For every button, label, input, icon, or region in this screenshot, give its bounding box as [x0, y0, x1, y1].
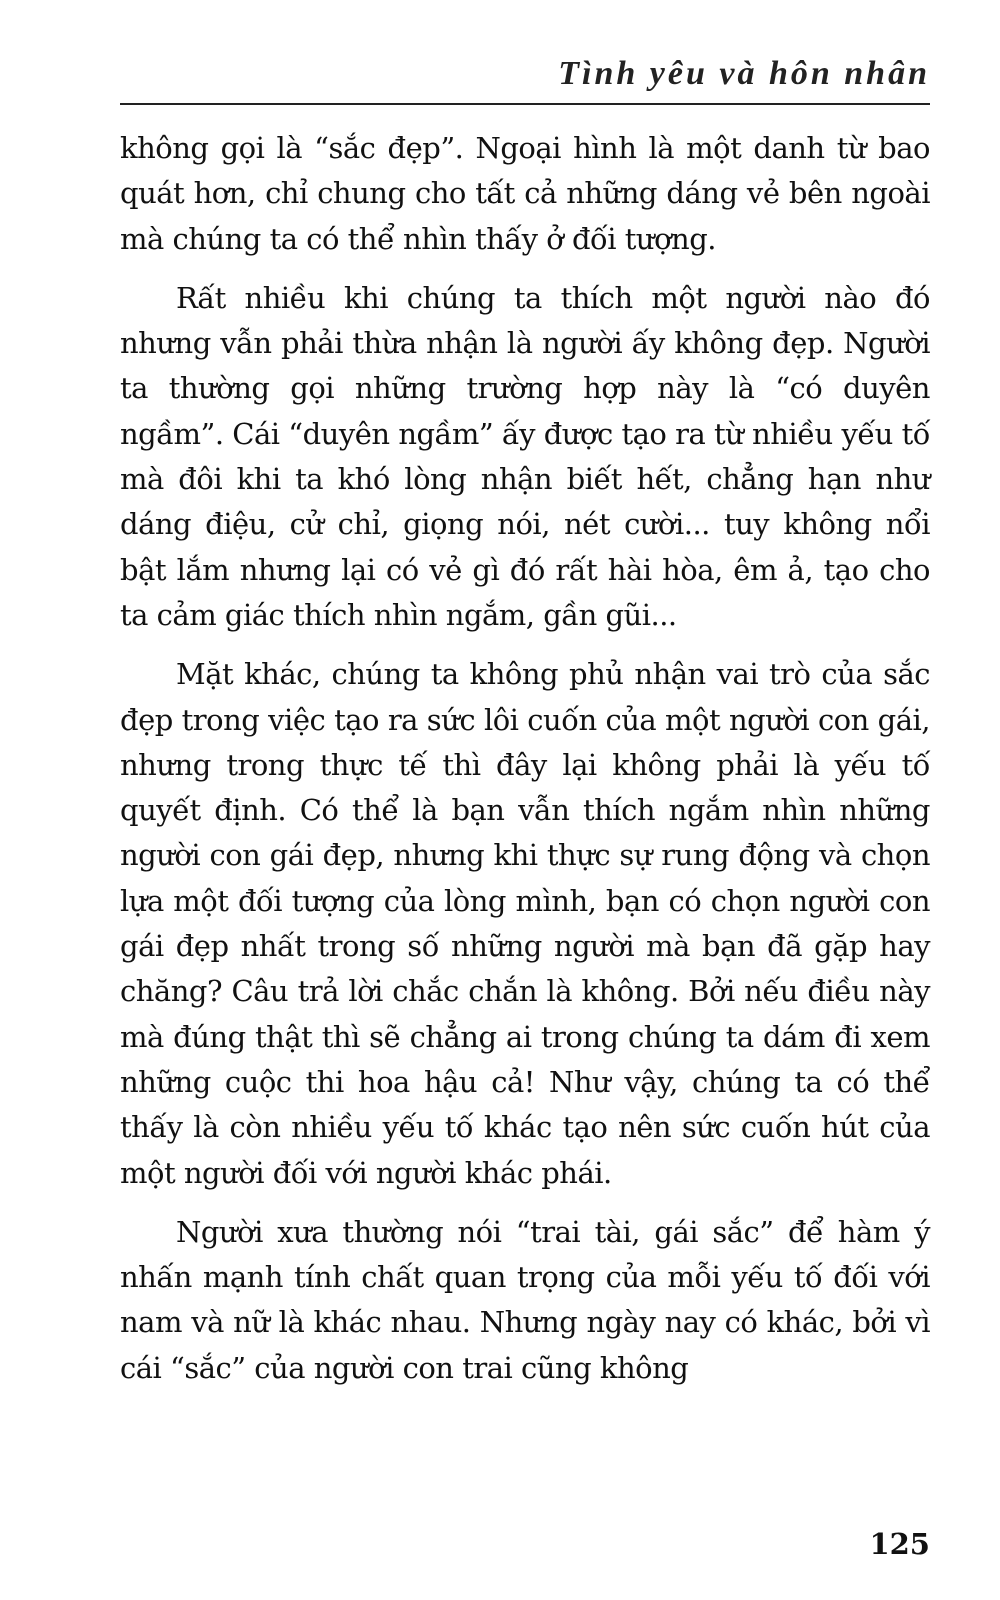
running-header-title: Tình yêu và hôn nhân — [558, 55, 930, 92]
page-number: 125 — [869, 1527, 930, 1561]
paragraph: Người xưa thường nói “trai tài, gái sắc” để hàm ý nhấn mạnh tính chất quan trọng của mỗi yếu tố đối với nam và nữ là khác nhau. Nhưng ngày nay có khác, bởi vì cái “sắc” của người con trai cũng không — [120, 1214, 930, 1385]
paragraph-continued: không gọi là “sắc đẹp”. Ngoại hình là một danh từ bao quát hơn, chỉ chung cho tất cả những dáng vẻ bên ngoài mà chúng ta có thể nhìn thấy ở đối tượng. — [120, 131, 930, 256]
body-text — [120, 126, 930, 1405]
paragraph: Rất nhiều khi chúng ta thích một người nào đó nhưng vẫn phải thừa nhận là người ấy không đẹp. Người ta thường gọi những trường hợp này là “có duyên ngầm”. Cái “duyên ngầm” ấy được tạo ra từ nhiều yếu tố mà đôi khi ta khó lòng nhận biết hết, chẳng hạn như dáng điệu, cử chỉ, giọng nói, nét cười... tuy không nổi bật lắm nhưng lại có vẻ gì đó rất hài hòa, êm ả, tạo cho ta cảm giác thích nhìn ngắm, gần gũi... — [120, 280, 930, 632]
paragraph: Mặt khác, chúng ta không phủ nhận vai trò của sắc đẹp trong việc tạo ra sức lôi cuốn của một người con gái, nhưng trong thực tế thì đây lại không phải là yếu tố quyết định. Có thể là bạn vẫn thích ngắm nhìn những người con gái đẹp, nhưng khi thực sự rung động và chọn lựa một đối tượng của lòng mình, bạn có chọn người con gái đẹp nhất trong số những người mà bạn đã gặp hay chăng? Câu trả lời chắc chắn là không. Bởi nếu điều này mà đúng thật thì sẽ chẳng ai trong chúng ta dám đi xem những cuộc thi hoa hậu cả! Như vậy, chúng ta có thể thấy là còn nhiều yếu tố khác tạo nên sức cuốn hút của một người đối với người khác phái. — [120, 657, 930, 1190]
header-divider — [120, 103, 930, 105]
